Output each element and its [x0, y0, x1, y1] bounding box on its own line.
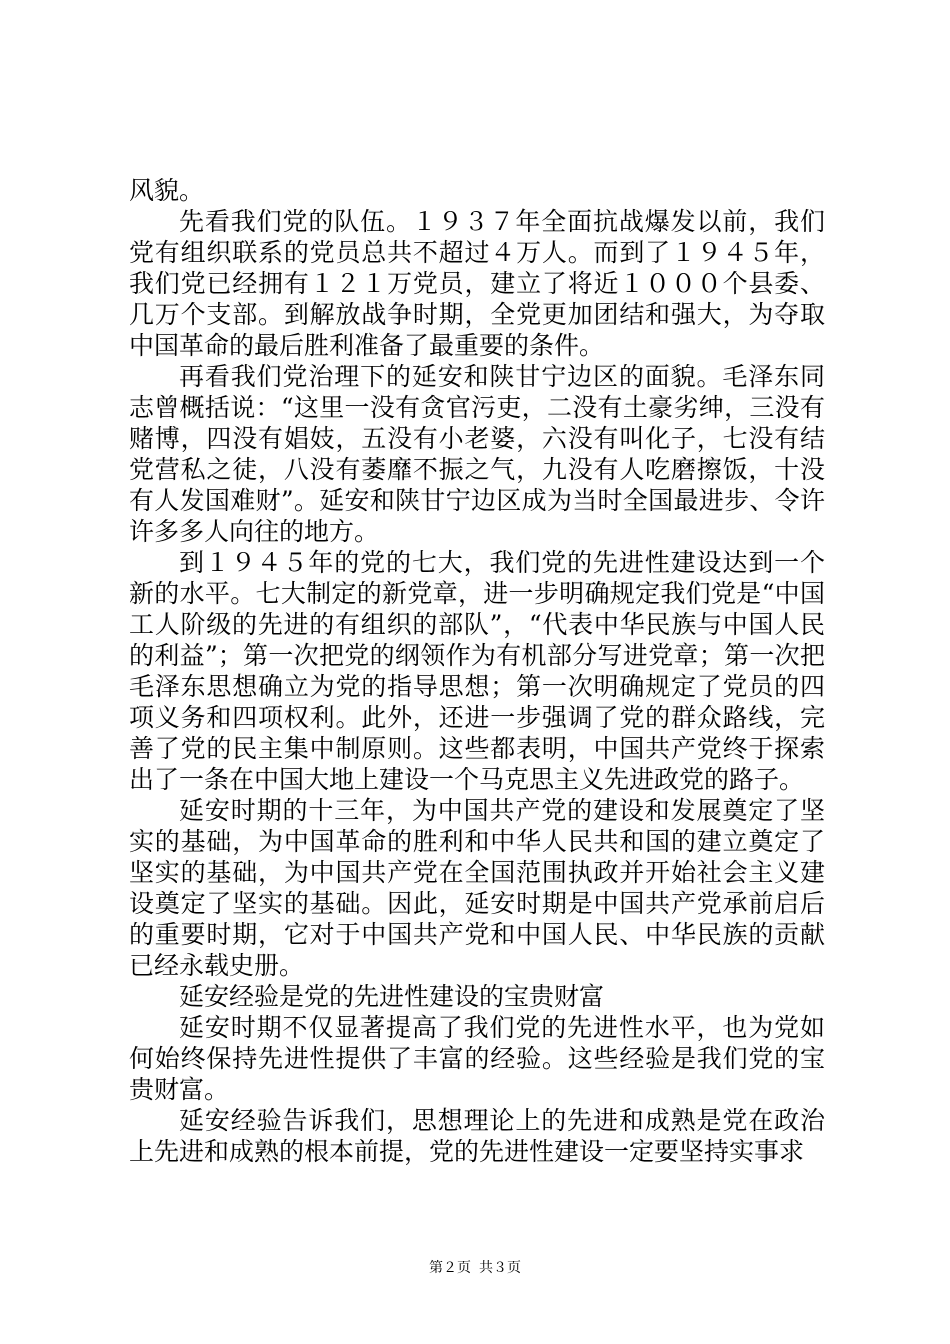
paragraph: 延安经验告诉我们，思想理论上的先进和成熟是党在政治上先进和成熟的根本前提，党的先进性建设一定要坚持实事求 [129, 1106, 825, 1166]
paragraph: 到１９４５年的党的七大，我们党的先进性建设达到一个新的水平。七大制定的新党章，进一步明确规定我们党是“中国工人阶级的先进的有组织的部队”，“代表中华民族与中国人民的利益”；第一次把党的纲领作为有机部分写进党章；第一次把毛泽东思想确立为党的指导思想；第一次明确规定了党员的四项义务和四项权利。此外，还进一步强调了党的群众路线，完善了党的民主集中制原则。这些都表明，中国共产党终于探索出了一条在中国大地上建设一个马克思主义先进政党的路子。 [129, 548, 825, 794]
page-total: 共３页 [479, 1260, 521, 1276]
paragraph: 先看我们党的队伍。１９３７年全面抗战爆发以前，我们党有组织联系的党员总共不超过４万人。而到了１９４５年，我们党已经拥有１２１万党员，建立了将近１０００个县委、几万个支部。到解放战争时期，全党更加团结和强大，为夺取中国革命的最后胜利准备了最重要的条件。 [129, 207, 825, 360]
paragraph-continuation: 风貌。 [129, 176, 205, 205]
page-number: 第２页 [429, 1260, 471, 1276]
paragraph: 再看我们党治理下的延安和陕甘宁边区的面貌。毛泽东同志曾概括说：“这里一没有贪官污吏，二没有土豪劣绅，三没有赌博，四没有娼妓，五没有小老婆，六没有叫化子，七没有结党营私之徒，八没有萎靡不振之气，九没有人吃磨擦饭，十没有人发国难财”。延安和陕甘宁边区成为当时全国最进步、令许许多多人向往的地方。 [129, 362, 825, 546]
paragraph: 延安时期不仅显著提高了我们党的先进性水平，也为党如何始终保持先进性提供了丰富的经验。这些经验是我们党的宝贵财富。 [129, 1013, 825, 1104]
document-body [129, 175, 825, 1167]
page-footer [0, 1257, 950, 1277]
section-heading: 延安经验是党的先进性建设的宝贵财富 [179, 982, 605, 1011]
paragraph: 延安时期的十三年，为中国共产党的建设和发展奠定了坚实的基础，为中国革命的胜利和中华人民共和国的建立奠定了坚实的基础，为中国共产党在全国范围执政并开始社会主义建设奠定了坚实的基础。因此，延安时期是中国共产党承前启后的重要时期，它对于中国共产党和中国人民、中华民族的贡献已经永载史册。 [129, 796, 825, 980]
